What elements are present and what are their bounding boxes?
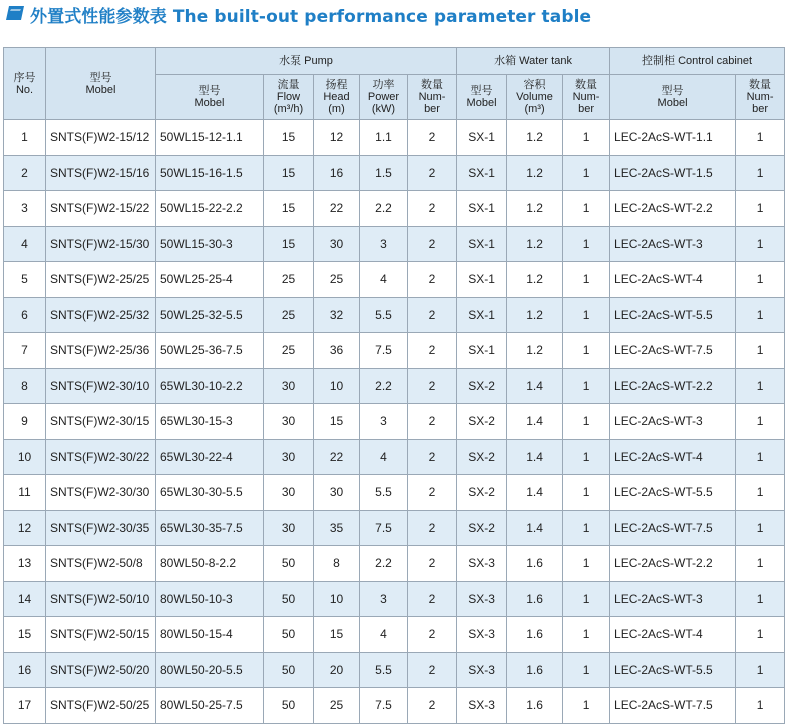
cell-tank-number: 1: [563, 652, 610, 688]
cell-head: 16: [314, 155, 360, 191]
cell-model: SNTS(F)W2-30/22: [46, 439, 156, 475]
cell-volume: 1.6: [507, 546, 563, 582]
header-tank-number: 数量 Num- ber: [563, 75, 610, 120]
cell-tank-model: SX-1: [457, 262, 507, 298]
cell-pump-model: 65WL30-22-4: [156, 439, 264, 475]
cell-head: 8: [314, 546, 360, 582]
cell-tank-model: SX-1: [457, 226, 507, 262]
table-row: [4, 404, 785, 440]
cell-no: 13: [4, 546, 46, 582]
cell-pump-number: 2: [408, 191, 457, 227]
cell-no: 17: [4, 688, 46, 724]
cell-flow: 25: [264, 333, 314, 369]
table-body: [4, 120, 785, 724]
cell-model: SNTS(F)W2-15/12: [46, 120, 156, 156]
cell-cabinet-number: 1: [736, 546, 785, 582]
cell-no: 12: [4, 510, 46, 546]
cell-pump-model: 50WL15-12-1.1: [156, 120, 264, 156]
cell-pump-number: 2: [408, 262, 457, 298]
cell-head: 25: [314, 262, 360, 298]
cell-tank-number: 1: [563, 617, 610, 653]
cell-tank-number: 1: [563, 155, 610, 191]
cell-cabinet-number: 1: [736, 191, 785, 227]
cell-pump-model: 50WL15-16-1.5: [156, 155, 264, 191]
cell-flow: 30: [264, 404, 314, 440]
cell-tank-model: SX-1: [457, 155, 507, 191]
cell-cabinet-number: 1: [736, 475, 785, 511]
cell-volume: 1.2: [507, 191, 563, 227]
header-flow: 流量 Flow (m³/h): [264, 75, 314, 120]
cell-flow: 50: [264, 652, 314, 688]
cell-no: 6: [4, 297, 46, 333]
cell-pump-number: 2: [408, 439, 457, 475]
cell-tank-model: SX-2: [457, 404, 507, 440]
cell-flow: 50: [264, 617, 314, 653]
cell-pump-number: 2: [408, 404, 457, 440]
cell-volume: 1.2: [507, 297, 563, 333]
cell-cabinet-model: LEC-2AcS-WT-2.2: [610, 368, 736, 404]
cell-pump-model: 65WL30-35-7.5: [156, 510, 264, 546]
cell-head: 35: [314, 510, 360, 546]
cell-cabinet-model: LEC-2AcS-WT-2.2: [610, 191, 736, 227]
cell-cabinet-number: 1: [736, 652, 785, 688]
cell-power: 7.5: [360, 510, 408, 546]
cell-no: 1: [4, 120, 46, 156]
cell-flow: 15: [264, 155, 314, 191]
cell-volume: 1.4: [507, 510, 563, 546]
cell-no: 9: [4, 404, 46, 440]
cell-cabinet-number: 1: [736, 368, 785, 404]
cell-volume: 1.2: [507, 226, 563, 262]
cell-volume: 1.4: [507, 404, 563, 440]
cell-no: 5: [4, 262, 46, 298]
cell-cabinet-number: 1: [736, 617, 785, 653]
cell-power: 1.1: [360, 120, 408, 156]
cell-tank-number: 1: [563, 368, 610, 404]
cell-tank-model: SX-3: [457, 688, 507, 724]
table-row: [4, 333, 785, 369]
cell-pump-number: 2: [408, 120, 457, 156]
page-title: 外置式性能参数表 The built-out performance parameter table: [30, 7, 592, 27]
cell-cabinet-number: 1: [736, 155, 785, 191]
cell-cabinet-model: LEC-2AcS-WT-5.5: [610, 297, 736, 333]
cell-head: 10: [314, 368, 360, 404]
cell-model: SNTS(F)W2-15/22: [46, 191, 156, 227]
cell-cabinet-model: LEC-2AcS-WT-1.5: [610, 155, 736, 191]
cell-head: 22: [314, 191, 360, 227]
cell-flow: 50: [264, 546, 314, 582]
cell-head: 30: [314, 475, 360, 511]
page-icon: [6, 6, 24, 20]
cell-cabinet-model: LEC-2AcS-WT-4: [610, 439, 736, 475]
cell-power: 2.2: [360, 546, 408, 582]
cell-model: SNTS(F)W2-25/36: [46, 333, 156, 369]
cell-pump-model: 65WL30-30-5.5: [156, 475, 264, 511]
cell-no: 4: [4, 226, 46, 262]
cell-flow: 25: [264, 297, 314, 333]
table-row: [4, 297, 785, 333]
cell-cabinet-model: LEC-2AcS-WT-3: [610, 404, 736, 440]
cell-cabinet-number: 1: [736, 688, 785, 724]
cell-flow: 15: [264, 120, 314, 156]
cell-tank-model: SX-1: [457, 333, 507, 369]
cell-no: 16: [4, 652, 46, 688]
cell-no: 3: [4, 191, 46, 227]
cell-head: 30: [314, 226, 360, 262]
cell-tank-number: 1: [563, 120, 610, 156]
cell-flow: 50: [264, 688, 314, 724]
cell-cabinet-number: 1: [736, 333, 785, 369]
cell-head: 25: [314, 688, 360, 724]
parameter-table: [3, 47, 785, 724]
cell-model: SNTS(F)W2-50/8: [46, 546, 156, 582]
cell-flow: 15: [264, 191, 314, 227]
cell-tank-number: 1: [563, 297, 610, 333]
cell-power: 2.2: [360, 191, 408, 227]
cell-head: 10: [314, 581, 360, 617]
cell-model: SNTS(F)W2-50/25: [46, 688, 156, 724]
title-bar: [0, 0, 787, 38]
cell-tank-number: 1: [563, 581, 610, 617]
cell-power: 7.5: [360, 688, 408, 724]
cell-pump-number: 2: [408, 475, 457, 511]
cell-pump-number: 2: [408, 368, 457, 404]
cell-volume: 1.4: [507, 368, 563, 404]
cell-model: SNTS(F)W2-15/30: [46, 226, 156, 262]
cell-tank-number: 1: [563, 226, 610, 262]
cell-head: 15: [314, 404, 360, 440]
table-row: [4, 546, 785, 582]
cell-head: 12: [314, 120, 360, 156]
cell-power: 1.5: [360, 155, 408, 191]
table-row: [4, 368, 785, 404]
cell-pump-model: 50WL25-36-7.5: [156, 333, 264, 369]
cell-pump-number: 2: [408, 155, 457, 191]
cell-power: 4: [360, 617, 408, 653]
cell-flow: 30: [264, 475, 314, 511]
cell-power: 5.5: [360, 475, 408, 511]
cell-tank-model: SX-1: [457, 191, 507, 227]
cell-head: 15: [314, 617, 360, 653]
header-group-cabinet: 控制柜 Control cabinet: [610, 48, 785, 75]
cell-cabinet-model: LEC-2AcS-WT-5.5: [610, 475, 736, 511]
table-row: [4, 510, 785, 546]
cell-tank-model: SX-1: [457, 297, 507, 333]
cell-cabinet-model: LEC-2AcS-WT-4: [610, 617, 736, 653]
cell-pump-model: 80WL50-25-7.5: [156, 688, 264, 724]
cell-volume: 1.4: [507, 439, 563, 475]
cell-power: 3: [360, 404, 408, 440]
header-head: 扬程 Head (m): [314, 75, 360, 120]
cell-cabinet-model: LEC-2AcS-WT-3: [610, 581, 736, 617]
cell-tank-number: 1: [563, 191, 610, 227]
table-row: [4, 617, 785, 653]
cell-volume: 1.6: [507, 652, 563, 688]
cell-tank-number: 1: [563, 688, 610, 724]
table-row: [4, 652, 785, 688]
cell-pump-number: 2: [408, 226, 457, 262]
cell-flow: 30: [264, 439, 314, 475]
cell-pump-model: 50WL15-22-2.2: [156, 191, 264, 227]
cell-tank-model: SX-2: [457, 439, 507, 475]
cell-volume: 1.2: [507, 333, 563, 369]
cell-pump-number: 2: [408, 652, 457, 688]
table-row: [4, 475, 785, 511]
cell-tank-number: 1: [563, 404, 610, 440]
cell-tank-model: SX-3: [457, 546, 507, 582]
cell-model: SNTS(F)W2-50/20: [46, 652, 156, 688]
cell-tank-model: SX-1: [457, 120, 507, 156]
cell-power: 3: [360, 226, 408, 262]
cell-tank-number: 1: [563, 510, 610, 546]
cell-head: 22: [314, 439, 360, 475]
cell-volume: 1.2: [507, 120, 563, 156]
cell-no: 7: [4, 333, 46, 369]
cell-no: 8: [4, 368, 46, 404]
cell-tank-number: 1: [563, 439, 610, 475]
cell-model: SNTS(F)W2-25/32: [46, 297, 156, 333]
cell-model: SNTS(F)W2-25/25: [46, 262, 156, 298]
cell-flow: 50: [264, 581, 314, 617]
cell-power: 4: [360, 439, 408, 475]
header-cabinet-number: 数量 Num- ber: [736, 75, 785, 120]
cell-cabinet-number: 1: [736, 226, 785, 262]
header-group-pump: 水泵 Pump: [156, 48, 457, 75]
cell-model: SNTS(F)W2-50/15: [46, 617, 156, 653]
cell-cabinet-model: LEC-2AcS-WT-7.5: [610, 688, 736, 724]
cell-volume: 1.6: [507, 617, 563, 653]
cell-pump-number: 2: [408, 688, 457, 724]
cell-tank-model: SX-2: [457, 510, 507, 546]
header-pump-number: 数量 Num- ber: [408, 75, 457, 120]
cell-cabinet-model: LEC-2AcS-WT-3: [610, 226, 736, 262]
cell-head: 20: [314, 652, 360, 688]
cell-power: 2.2: [360, 368, 408, 404]
cell-tank-model: SX-2: [457, 475, 507, 511]
cell-cabinet-model: LEC-2AcS-WT-4: [610, 262, 736, 298]
cell-flow: 15: [264, 226, 314, 262]
header-volume: 容积 Volume (m³): [507, 75, 563, 120]
table-row: [4, 226, 785, 262]
cell-power: 3: [360, 581, 408, 617]
cell-pump-number: 2: [408, 546, 457, 582]
cell-volume: 1.6: [507, 581, 563, 617]
cell-no: 11: [4, 475, 46, 511]
table-row: [4, 191, 785, 227]
cell-tank-number: 1: [563, 475, 610, 511]
cell-cabinet-number: 1: [736, 404, 785, 440]
header-power: 功率 Power (kW): [360, 75, 408, 120]
header-cabinet-model: 型号 Mobel: [610, 75, 736, 120]
cell-pump-number: 2: [408, 333, 457, 369]
cell-head: 36: [314, 333, 360, 369]
cell-cabinet-model: LEC-2AcS-WT-7.5: [610, 333, 736, 369]
cell-cabinet-model: LEC-2AcS-WT-1.1: [610, 120, 736, 156]
cell-pump-model: 80WL50-20-5.5: [156, 652, 264, 688]
table-row: [4, 155, 785, 191]
cell-pump-model: 65WL30-15-3: [156, 404, 264, 440]
cell-cabinet-number: 1: [736, 262, 785, 298]
cell-volume: 1.6: [507, 688, 563, 724]
header-tank-model: 型号 Mobel: [457, 75, 507, 120]
cell-flow: 30: [264, 510, 314, 546]
cell-no: 15: [4, 617, 46, 653]
cell-no: 10: [4, 439, 46, 475]
cell-power: 5.5: [360, 297, 408, 333]
cell-pump-number: 2: [408, 297, 457, 333]
cell-flow: 25: [264, 262, 314, 298]
table-row: [4, 688, 785, 724]
cell-pump-number: 2: [408, 581, 457, 617]
header-group-tank: 水箱 Water tank: [457, 48, 610, 75]
cell-cabinet-number: 1: [736, 120, 785, 156]
table-row: [4, 262, 785, 298]
table-row: [4, 439, 785, 475]
cell-model: SNTS(F)W2-30/35: [46, 510, 156, 546]
cell-model: SNTS(F)W2-30/10: [46, 368, 156, 404]
cell-model: SNTS(F)W2-30/30: [46, 475, 156, 511]
cell-tank-model: SX-3: [457, 617, 507, 653]
table-row: [4, 581, 785, 617]
cell-model: SNTS(F)W2-50/10: [46, 581, 156, 617]
cell-cabinet-model: LEC-2AcS-WT-2.2: [610, 546, 736, 582]
header-pump-model: 型号 Mobel: [156, 75, 264, 120]
header-model: 型号 Mobel: [46, 48, 156, 120]
table-row: [4, 120, 785, 156]
cell-cabinet-number: 1: [736, 581, 785, 617]
cell-tank-model: SX-2: [457, 368, 507, 404]
cell-tank-model: SX-3: [457, 652, 507, 688]
cell-power: 5.5: [360, 652, 408, 688]
cell-cabinet-model: LEC-2AcS-WT-7.5: [610, 510, 736, 546]
cell-volume: 1.2: [507, 262, 563, 298]
cell-pump-number: 2: [408, 617, 457, 653]
header-no: 序号 No.: [4, 48, 46, 120]
cell-model: SNTS(F)W2-15/16: [46, 155, 156, 191]
cell-cabinet-number: 1: [736, 439, 785, 475]
cell-pump-model: 50WL25-25-4: [156, 262, 264, 298]
cell-tank-number: 1: [563, 333, 610, 369]
cell-volume: 1.2: [507, 155, 563, 191]
cell-cabinet-model: LEC-2AcS-WT-5.5: [610, 652, 736, 688]
cell-cabinet-number: 1: [736, 510, 785, 546]
table-header: [4, 48, 785, 120]
cell-cabinet-number: 1: [736, 297, 785, 333]
cell-tank-number: 1: [563, 546, 610, 582]
cell-tank-model: SX-3: [457, 581, 507, 617]
cell-tank-number: 1: [563, 262, 610, 298]
cell-power: 7.5: [360, 333, 408, 369]
cell-model: SNTS(F)W2-30/15: [46, 404, 156, 440]
cell-pump-model: 80WL50-15-4: [156, 617, 264, 653]
cell-pump-model: 50WL25-32-5.5: [156, 297, 264, 333]
cell-pump-model: 80WL50-10-3: [156, 581, 264, 617]
cell-pump-model: 50WL15-30-3: [156, 226, 264, 262]
cell-flow: 30: [264, 368, 314, 404]
cell-no: 14: [4, 581, 46, 617]
cell-pump-number: 2: [408, 510, 457, 546]
cell-volume: 1.4: [507, 475, 563, 511]
cell-head: 32: [314, 297, 360, 333]
cell-pump-model: 65WL30-10-2.2: [156, 368, 264, 404]
cell-no: 2: [4, 155, 46, 191]
cell-power: 4: [360, 262, 408, 298]
cell-pump-model: 80WL50-8-2.2: [156, 546, 264, 582]
